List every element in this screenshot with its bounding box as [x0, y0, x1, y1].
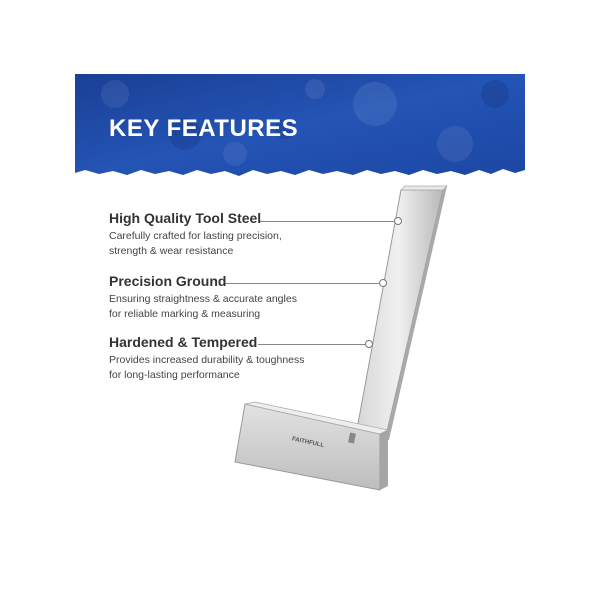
callout-dot-1 [394, 217, 402, 225]
feature-desc-line: Provides increased durability & toughness [109, 354, 305, 366]
feature-description [109, 292, 297, 322]
feature-desc-line: for reliable marking & measuring [109, 308, 261, 320]
feature-desc-line: Ensuring straightness & accurate angles [109, 293, 297, 305]
banner-title: KEY FEATURES [109, 115, 299, 142]
feature-desc-line: for long-lasting performance [109, 369, 240, 381]
feature-description [109, 229, 282, 259]
feature-title: High Quality Tool Steel [109, 210, 262, 226]
brand-stamp: FAITHFULL [291, 436, 325, 450]
feature-desc-line: strength & wear resistance [109, 245, 234, 257]
square-blade [355, 190, 443, 440]
feature-title: Hardened & Tempered [109, 334, 258, 350]
feature-hardened-tempered [109, 334, 305, 383]
feature-title: Precision Ground [109, 273, 227, 289]
callout-dot-2 [379, 279, 387, 287]
callout-dot-3 [365, 340, 373, 348]
feature-tool-steel [109, 210, 282, 259]
feature-description [109, 353, 305, 383]
feature-precision-ground [109, 273, 297, 322]
feature-desc-line: Carefully crafted for lasting precision, [109, 230, 282, 242]
